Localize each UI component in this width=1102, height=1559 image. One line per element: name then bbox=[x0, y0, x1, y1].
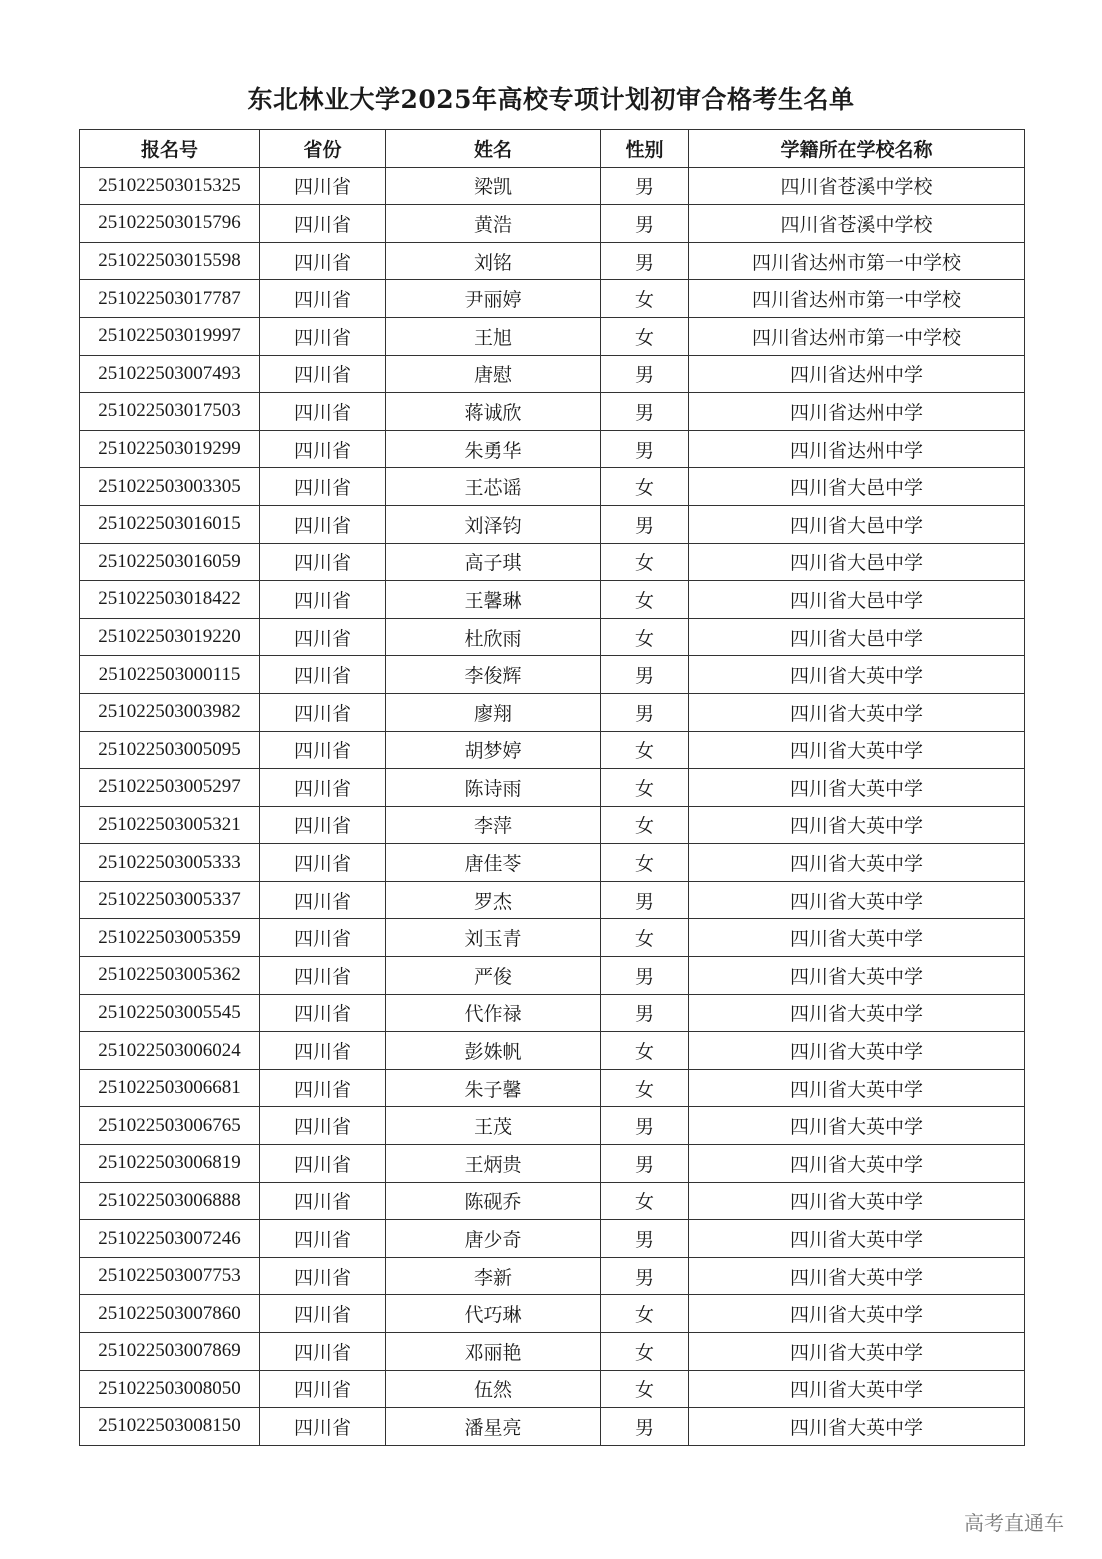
cell-registration-number: 251022503008150 bbox=[80, 1408, 260, 1446]
cell-registration-number: 251022503016059 bbox=[80, 543, 260, 581]
table-row bbox=[80, 1107, 1025, 1145]
cell-gender: 男 bbox=[601, 430, 689, 468]
cell-gender: 男 bbox=[601, 693, 689, 731]
header-school: 学籍所在学校名称 bbox=[689, 130, 1025, 168]
cell-registration-number: 251022503003982 bbox=[80, 693, 260, 731]
cell-province: 四川省 bbox=[260, 957, 386, 995]
document-title: 东北林业大学2025年高校专项计划初审合格考生名单 bbox=[247, 85, 855, 114]
cell-registration-number: 251022503005095 bbox=[80, 731, 260, 769]
cell-province: 四川省 bbox=[260, 656, 386, 694]
table-row bbox=[80, 881, 1025, 919]
cell-registration-number: 251022503019220 bbox=[80, 618, 260, 656]
header-name: 姓名 bbox=[386, 130, 601, 168]
cell-registration-number: 251022503008050 bbox=[80, 1370, 260, 1408]
cell-school: 四川省大邑中学 bbox=[689, 468, 1025, 506]
cell-registration-number: 251022503005337 bbox=[80, 881, 260, 919]
cell-province: 四川省 bbox=[260, 1370, 386, 1408]
cell-province: 四川省 bbox=[260, 731, 386, 769]
cell-name: 朱子馨 bbox=[386, 1069, 601, 1107]
table-row bbox=[80, 543, 1025, 581]
table-row bbox=[80, 844, 1025, 882]
cell-gender: 女 bbox=[601, 1182, 689, 1220]
cell-province: 四川省 bbox=[260, 393, 386, 431]
cell-gender: 男 bbox=[601, 1220, 689, 1258]
cell-school: 四川省大英中学 bbox=[689, 1295, 1025, 1333]
table-row bbox=[80, 1408, 1025, 1446]
cell-province: 四川省 bbox=[260, 505, 386, 543]
cell-registration-number: 251022503005545 bbox=[80, 994, 260, 1032]
cell-registration-number: 251022503019299 bbox=[80, 430, 260, 468]
cell-school: 四川省大英中学 bbox=[689, 769, 1025, 807]
cell-registration-number: 251022503018422 bbox=[80, 581, 260, 619]
cell-gender: 女 bbox=[601, 1032, 689, 1070]
cell-registration-number: 251022503015598 bbox=[80, 242, 260, 280]
cell-school: 四川省大英中学 bbox=[689, 731, 1025, 769]
table-row bbox=[80, 317, 1025, 355]
cell-name: 刘玉青 bbox=[386, 919, 601, 957]
table-row bbox=[80, 581, 1025, 619]
cell-province: 四川省 bbox=[260, 1069, 386, 1107]
cell-registration-number: 251022503006888 bbox=[80, 1182, 260, 1220]
cell-name: 李俊辉 bbox=[386, 656, 601, 694]
cell-gender: 男 bbox=[601, 1408, 689, 1446]
cell-province: 四川省 bbox=[260, 618, 386, 656]
candidate-table bbox=[79, 129, 1025, 1446]
cell-gender: 女 bbox=[601, 581, 689, 619]
cell-school: 四川省达州市第一中学校 bbox=[689, 280, 1025, 318]
cell-school: 四川省大英中学 bbox=[689, 806, 1025, 844]
cell-name: 李新 bbox=[386, 1257, 601, 1295]
cell-registration-number: 251022503005297 bbox=[80, 769, 260, 807]
cell-province: 四川省 bbox=[260, 317, 386, 355]
cell-gender: 女 bbox=[601, 1333, 689, 1371]
table-row bbox=[80, 806, 1025, 844]
cell-school: 四川省大英中学 bbox=[689, 957, 1025, 995]
table-row bbox=[80, 1145, 1025, 1183]
watermark: 高考直通车 bbox=[964, 1511, 1064, 1535]
cell-province: 四川省 bbox=[260, 1408, 386, 1446]
table-row bbox=[80, 1182, 1025, 1220]
cell-school: 四川省大英中学 bbox=[689, 919, 1025, 957]
table-row bbox=[80, 919, 1025, 957]
cell-name: 代巧琳 bbox=[386, 1295, 601, 1333]
table-row bbox=[80, 656, 1025, 694]
cell-registration-number: 251022503005321 bbox=[80, 806, 260, 844]
table-row bbox=[80, 731, 1025, 769]
cell-name: 王茂 bbox=[386, 1107, 601, 1145]
table-row bbox=[80, 430, 1025, 468]
cell-registration-number: 251022503017503 bbox=[80, 393, 260, 431]
cell-registration-number: 251022503005362 bbox=[80, 957, 260, 995]
table-row bbox=[80, 1220, 1025, 1258]
cell-gender: 女 bbox=[601, 317, 689, 355]
cell-name: 严俊 bbox=[386, 957, 601, 995]
cell-registration-number: 251022503006024 bbox=[80, 1032, 260, 1070]
cell-registration-number: 251022503015796 bbox=[80, 205, 260, 243]
header-registration-number: 报名号 bbox=[80, 130, 260, 168]
cell-gender: 男 bbox=[601, 656, 689, 694]
cell-registration-number: 251022503005333 bbox=[80, 844, 260, 882]
cell-name: 王馨琳 bbox=[386, 581, 601, 619]
cell-gender: 女 bbox=[601, 1295, 689, 1333]
cell-name: 王旭 bbox=[386, 317, 601, 355]
cell-registration-number: 251022503003305 bbox=[80, 468, 260, 506]
table-row bbox=[80, 957, 1025, 995]
cell-province: 四川省 bbox=[260, 1295, 386, 1333]
cell-gender: 女 bbox=[601, 769, 689, 807]
table-row bbox=[80, 1370, 1025, 1408]
cell-registration-number: 251022503006681 bbox=[80, 1069, 260, 1107]
table-row bbox=[80, 693, 1025, 731]
cell-name: 彭姝帆 bbox=[386, 1032, 601, 1070]
cell-province: 四川省 bbox=[260, 167, 386, 205]
header-gender: 性别 bbox=[601, 130, 689, 168]
table-header-row bbox=[80, 130, 1025, 168]
cell-gender: 女 bbox=[601, 618, 689, 656]
cell-school: 四川省大英中学 bbox=[689, 1257, 1025, 1295]
table-row bbox=[80, 205, 1025, 243]
table-row bbox=[80, 1069, 1025, 1107]
cell-gender: 男 bbox=[601, 242, 689, 280]
table-row bbox=[80, 1295, 1025, 1333]
cell-name: 代作禄 bbox=[386, 994, 601, 1032]
cell-name: 陈砚乔 bbox=[386, 1182, 601, 1220]
cell-province: 四川省 bbox=[260, 919, 386, 957]
cell-registration-number: 251022503019997 bbox=[80, 317, 260, 355]
cell-name: 邓丽艳 bbox=[386, 1333, 601, 1371]
cell-school: 四川省大英中学 bbox=[689, 1220, 1025, 1258]
cell-registration-number: 251022503005359 bbox=[80, 919, 260, 957]
cell-gender: 男 bbox=[601, 994, 689, 1032]
cell-school: 四川省大邑中学 bbox=[689, 505, 1025, 543]
cell-school: 四川省达州市第一中学校 bbox=[689, 242, 1025, 280]
cell-school: 四川省大邑中学 bbox=[689, 581, 1025, 619]
table-row bbox=[80, 1032, 1025, 1070]
cell-registration-number: 251022503000115 bbox=[80, 656, 260, 694]
cell-school: 四川省大邑中学 bbox=[689, 543, 1025, 581]
cell-gender: 女 bbox=[601, 919, 689, 957]
table-row bbox=[80, 769, 1025, 807]
cell-province: 四川省 bbox=[260, 280, 386, 318]
cell-name: 杜欣雨 bbox=[386, 618, 601, 656]
cell-province: 四川省 bbox=[260, 1145, 386, 1183]
cell-gender: 男 bbox=[601, 881, 689, 919]
cell-gender: 男 bbox=[601, 1107, 689, 1145]
cell-school: 四川省达州市第一中学校 bbox=[689, 317, 1025, 355]
table-row bbox=[80, 505, 1025, 543]
cell-province: 四川省 bbox=[260, 769, 386, 807]
cell-gender: 女 bbox=[601, 280, 689, 318]
cell-school: 四川省大英中学 bbox=[689, 1145, 1025, 1183]
cell-name: 潘星亮 bbox=[386, 1408, 601, 1446]
cell-name: 刘铭 bbox=[386, 242, 601, 280]
cell-name: 胡梦婷 bbox=[386, 731, 601, 769]
cell-school: 四川省大英中学 bbox=[689, 994, 1025, 1032]
cell-name: 李萍 bbox=[386, 806, 601, 844]
cell-name: 梁凯 bbox=[386, 167, 601, 205]
cell-school: 四川省达州中学 bbox=[689, 355, 1025, 393]
cell-school: 四川省大英中学 bbox=[689, 881, 1025, 919]
table-row bbox=[80, 393, 1025, 431]
cell-gender: 女 bbox=[601, 731, 689, 769]
cell-name: 唐慰 bbox=[386, 355, 601, 393]
cell-name: 廖翔 bbox=[386, 693, 601, 731]
table-row bbox=[80, 242, 1025, 280]
cell-school: 四川省大邑中学 bbox=[689, 618, 1025, 656]
cell-province: 四川省 bbox=[260, 844, 386, 882]
cell-name: 尹丽婷 bbox=[386, 280, 601, 318]
cell-gender: 男 bbox=[601, 1257, 689, 1295]
cell-name: 陈诗雨 bbox=[386, 769, 601, 807]
cell-name: 罗杰 bbox=[386, 881, 601, 919]
cell-gender: 女 bbox=[601, 468, 689, 506]
cell-gender: 男 bbox=[601, 393, 689, 431]
cell-name: 伍然 bbox=[386, 1370, 601, 1408]
cell-province: 四川省 bbox=[260, 1107, 386, 1145]
table-row bbox=[80, 618, 1025, 656]
cell-school: 四川省大英中学 bbox=[689, 656, 1025, 694]
cell-gender: 女 bbox=[601, 1370, 689, 1408]
cell-name: 王炳贵 bbox=[386, 1145, 601, 1183]
cell-school: 四川省大英中学 bbox=[689, 1032, 1025, 1070]
cell-school: 四川省大英中学 bbox=[689, 1333, 1025, 1371]
cell-registration-number: 251022503007860 bbox=[80, 1295, 260, 1333]
cell-gender: 男 bbox=[601, 505, 689, 543]
cell-gender: 女 bbox=[601, 844, 689, 882]
cell-registration-number: 251022503006765 bbox=[80, 1107, 260, 1145]
cell-province: 四川省 bbox=[260, 1220, 386, 1258]
table-row bbox=[80, 280, 1025, 318]
cell-gender: 男 bbox=[601, 1145, 689, 1183]
header-province: 省份 bbox=[260, 130, 386, 168]
cell-school: 四川省大英中学 bbox=[689, 1107, 1025, 1145]
cell-province: 四川省 bbox=[260, 430, 386, 468]
cell-gender: 女 bbox=[601, 1069, 689, 1107]
cell-name: 唐少奇 bbox=[386, 1220, 601, 1258]
cell-province: 四川省 bbox=[260, 994, 386, 1032]
table-row bbox=[80, 994, 1025, 1032]
table-row bbox=[80, 1257, 1025, 1295]
cell-province: 四川省 bbox=[260, 693, 386, 731]
cell-registration-number: 251022503007493 bbox=[80, 355, 260, 393]
cell-gender: 男 bbox=[601, 167, 689, 205]
cell-registration-number: 251022503017787 bbox=[80, 280, 260, 318]
cell-province: 四川省 bbox=[260, 468, 386, 506]
table-row bbox=[80, 468, 1025, 506]
cell-gender: 女 bbox=[601, 543, 689, 581]
cell-province: 四川省 bbox=[260, 543, 386, 581]
cell-province: 四川省 bbox=[260, 1182, 386, 1220]
cell-registration-number: 251022503006819 bbox=[80, 1145, 260, 1183]
cell-school: 四川省苍溪中学校 bbox=[689, 205, 1025, 243]
cell-province: 四川省 bbox=[260, 1333, 386, 1371]
cell-gender: 女 bbox=[601, 806, 689, 844]
cell-school: 四川省达州中学 bbox=[689, 430, 1025, 468]
cell-name: 王芯谣 bbox=[386, 468, 601, 506]
cell-province: 四川省 bbox=[260, 205, 386, 243]
cell-name: 唐佳苓 bbox=[386, 844, 601, 882]
cell-name: 蒋诚欣 bbox=[386, 393, 601, 431]
cell-school: 四川省大英中学 bbox=[689, 844, 1025, 882]
cell-school: 四川省大英中学 bbox=[689, 1370, 1025, 1408]
cell-name: 黄浩 bbox=[386, 205, 601, 243]
table-row bbox=[80, 355, 1025, 393]
cell-school: 四川省达州中学 bbox=[689, 393, 1025, 431]
cell-registration-number: 251022503016015 bbox=[80, 505, 260, 543]
cell-province: 四川省 bbox=[260, 881, 386, 919]
cell-province: 四川省 bbox=[260, 355, 386, 393]
table-row bbox=[80, 167, 1025, 205]
cell-school: 四川省大英中学 bbox=[689, 1408, 1025, 1446]
cell-gender: 男 bbox=[601, 957, 689, 995]
cell-name: 刘泽钧 bbox=[386, 505, 601, 543]
cell-gender: 男 bbox=[601, 355, 689, 393]
cell-province: 四川省 bbox=[260, 806, 386, 844]
cell-registration-number: 251022503015325 bbox=[80, 167, 260, 205]
cell-province: 四川省 bbox=[260, 581, 386, 619]
cell-registration-number: 251022503007869 bbox=[80, 1333, 260, 1371]
cell-gender: 男 bbox=[601, 205, 689, 243]
cell-school: 四川省苍溪中学校 bbox=[689, 167, 1025, 205]
cell-school: 四川省大英中学 bbox=[689, 1182, 1025, 1220]
cell-name: 朱勇华 bbox=[386, 430, 601, 468]
cell-school: 四川省大英中学 bbox=[689, 1069, 1025, 1107]
cell-name: 高子琪 bbox=[386, 543, 601, 581]
cell-province: 四川省 bbox=[260, 1032, 386, 1070]
cell-school: 四川省大英中学 bbox=[689, 693, 1025, 731]
table-row bbox=[80, 1333, 1025, 1371]
cell-registration-number: 251022503007753 bbox=[80, 1257, 260, 1295]
cell-province: 四川省 bbox=[260, 242, 386, 280]
cell-registration-number: 251022503007246 bbox=[80, 1220, 260, 1258]
cell-province: 四川省 bbox=[260, 1257, 386, 1295]
